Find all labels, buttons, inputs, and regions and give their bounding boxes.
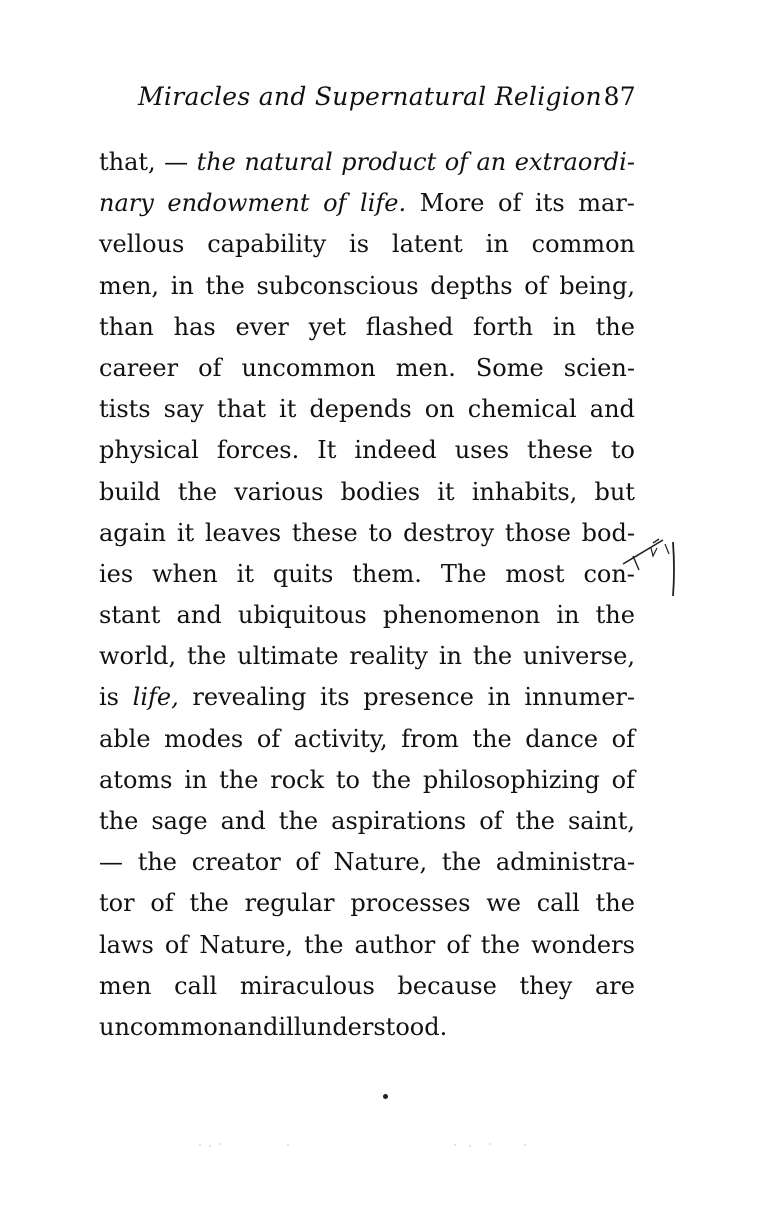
word: the [196, 148, 236, 176]
text-line [99, 1007, 635, 1048]
word: in [170, 271, 194, 300]
word: it [437, 477, 455, 506]
word: of [256, 724, 281, 753]
word: depths [430, 271, 513, 300]
word: presence [363, 683, 474, 712]
word: Nature, [199, 930, 294, 959]
word: and [589, 395, 635, 424]
word: — [99, 848, 123, 877]
word: laws [99, 930, 154, 959]
word: the [371, 765, 412, 794]
word: processes [350, 889, 471, 918]
word: ubiquitous [237, 601, 367, 630]
word: that [216, 395, 266, 424]
word: stant [99, 601, 161, 630]
scan-specks [190, 1140, 550, 1150]
word: wonders [531, 930, 635, 959]
word: various [234, 477, 324, 506]
word: ever [235, 312, 289, 341]
text-line [99, 677, 635, 718]
word: activity, [293, 724, 388, 753]
text-line [99, 925, 635, 966]
word: these [291, 518, 358, 547]
word: has [173, 312, 216, 341]
word: the [595, 312, 635, 341]
word: administra- [495, 848, 635, 877]
word: these [527, 436, 593, 465]
text-line [99, 636, 635, 677]
word: to [335, 765, 360, 794]
word: inhabits, [471, 477, 578, 506]
word: common [531, 230, 635, 259]
word: it [176, 518, 195, 547]
word: in [487, 683, 511, 712]
word: yet [308, 312, 347, 341]
word: to [368, 518, 393, 547]
word: uses [454, 436, 510, 465]
text-line [99, 760, 635, 801]
word: physical [99, 436, 199, 465]
word: ill [278, 1012, 302, 1041]
word: nary [99, 189, 154, 218]
word: of [498, 189, 522, 218]
text-line [99, 224, 635, 265]
word: scien- [563, 353, 635, 382]
word: in [438, 642, 462, 671]
word: world, [99, 642, 177, 671]
word: the [480, 930, 521, 959]
word: revealing [192, 683, 307, 712]
text-line [99, 883, 635, 924]
word: innumer- [524, 683, 635, 712]
word: because [397, 971, 497, 1000]
word: tor [99, 889, 135, 918]
word: and [220, 807, 266, 835]
text-line [99, 842, 635, 883]
word: dance [525, 724, 599, 753]
text-line [99, 554, 635, 595]
word: philosophizing [422, 765, 600, 794]
word: men, [99, 271, 160, 300]
word: being, [559, 271, 635, 300]
word: quits [272, 559, 334, 588]
word: the [595, 889, 635, 918]
word: Some [475, 353, 544, 382]
word: men [99, 971, 152, 1000]
word: of [611, 724, 635, 753]
word: in [552, 312, 576, 341]
word: forces. [216, 436, 300, 465]
word: aspirations [331, 807, 467, 835]
word: of [611, 765, 635, 794]
word: depends [309, 395, 412, 424]
text-line [99, 472, 635, 513]
word: tists [99, 395, 151, 424]
text-line [99, 966, 635, 1007]
running-head [138, 82, 636, 122]
word: the [595, 601, 635, 630]
word: the [99, 807, 139, 835]
word: capability [207, 230, 327, 259]
word: the [137, 848, 178, 877]
word: the [472, 642, 513, 671]
word: creator [191, 848, 281, 877]
word: those [504, 518, 571, 547]
word: in [184, 765, 208, 794]
word: — [164, 148, 189, 176]
word: career [99, 353, 179, 382]
word: natural [244, 148, 333, 176]
word: con- [583, 559, 635, 588]
page-dot [383, 1094, 388, 1099]
word: than [99, 312, 154, 341]
handwritten-margin-mark [615, 530, 685, 610]
word: rock [270, 765, 325, 794]
word: universe, [522, 642, 635, 671]
word: say [163, 395, 204, 424]
word: its [535, 189, 565, 218]
word: the [441, 848, 482, 877]
word: is [349, 230, 370, 259]
word: latent [391, 230, 463, 259]
word: phenomenon [382, 601, 541, 630]
word: the [515, 807, 555, 835]
word: uncommon [99, 1012, 234, 1041]
word: uncommon [241, 353, 376, 382]
word: the [189, 889, 229, 918]
word: in [485, 230, 509, 259]
word: author [354, 930, 436, 959]
text-line [99, 183, 635, 224]
word: and [233, 1012, 279, 1041]
word: flashed [365, 312, 454, 341]
word: forth [473, 312, 534, 341]
word: to [610, 436, 635, 465]
word: ies [99, 559, 134, 588]
word: the [177, 477, 218, 506]
text-line [99, 801, 635, 842]
word: able [99, 724, 151, 753]
word: product [341, 148, 437, 176]
word: its [319, 683, 350, 712]
word: subconscious [256, 271, 419, 300]
word: bodies [340, 477, 421, 506]
word: call [174, 971, 218, 1000]
word: them. [352, 559, 422, 588]
word: understood. [301, 1012, 448, 1041]
text-line [99, 430, 635, 471]
word: build [99, 477, 161, 506]
text-line [99, 389, 635, 430]
word: the [278, 807, 319, 835]
word: of [323, 189, 347, 218]
word: most [505, 559, 565, 588]
word: Nature, [333, 848, 428, 877]
word: when [152, 559, 218, 588]
word: it [236, 559, 254, 588]
word: the [219, 765, 259, 794]
word: of [150, 889, 174, 918]
word: but [594, 477, 635, 506]
word: men. [395, 353, 456, 382]
body-paragraph [99, 142, 635, 1048]
word: sage [151, 807, 208, 835]
word: extraordi- [514, 148, 635, 176]
text-line [99, 348, 635, 389]
word: It [317, 436, 337, 465]
word: reality [349, 642, 428, 671]
word: again [99, 518, 167, 547]
text-line [99, 595, 635, 636]
word: is [99, 683, 119, 712]
word: an [476, 148, 507, 176]
word: are [595, 971, 635, 1000]
word: and [176, 601, 222, 630]
word: modes [164, 724, 244, 753]
word: of [524, 271, 548, 300]
word: of [479, 807, 503, 835]
word: of [295, 848, 319, 877]
word: ultimate [237, 642, 339, 671]
word: the [304, 930, 344, 959]
text-line [99, 513, 635, 554]
running-title: Miracles and Supernatural Religion [138, 82, 602, 111]
word: of [164, 930, 189, 959]
word: from [401, 724, 459, 753]
word: atoms [99, 765, 173, 794]
text-line [99, 307, 635, 348]
word: on [424, 395, 455, 424]
word: regular [244, 889, 335, 918]
word: it [279, 395, 297, 424]
text-line [99, 719, 635, 760]
word: in [556, 601, 580, 630]
word: life. [360, 189, 407, 218]
word: of [444, 148, 469, 176]
word: they [519, 971, 573, 1000]
word: vellous [99, 230, 185, 259]
text-line [99, 142, 635, 183]
word: saint, [567, 807, 635, 835]
word: call [536, 889, 580, 918]
word: the [187, 642, 227, 671]
page-number: 87 [603, 82, 636, 111]
word: that, [99, 148, 156, 176]
word: life, [132, 683, 179, 712]
word: leaves [204, 518, 282, 547]
word: miraculous [239, 971, 375, 1000]
word: we [486, 889, 521, 918]
word: of [198, 353, 222, 382]
word: The [440, 559, 487, 588]
text-line [99, 266, 635, 307]
word: destroy [403, 518, 495, 547]
word: mar- [578, 189, 635, 218]
word: of [446, 930, 470, 959]
word: chemical [467, 395, 577, 424]
word: More [419, 189, 485, 218]
word: indeed [354, 436, 437, 465]
word: endowment [167, 189, 310, 218]
word: the [205, 271, 245, 300]
word: bod- [581, 518, 635, 547]
word: the [472, 724, 512, 753]
